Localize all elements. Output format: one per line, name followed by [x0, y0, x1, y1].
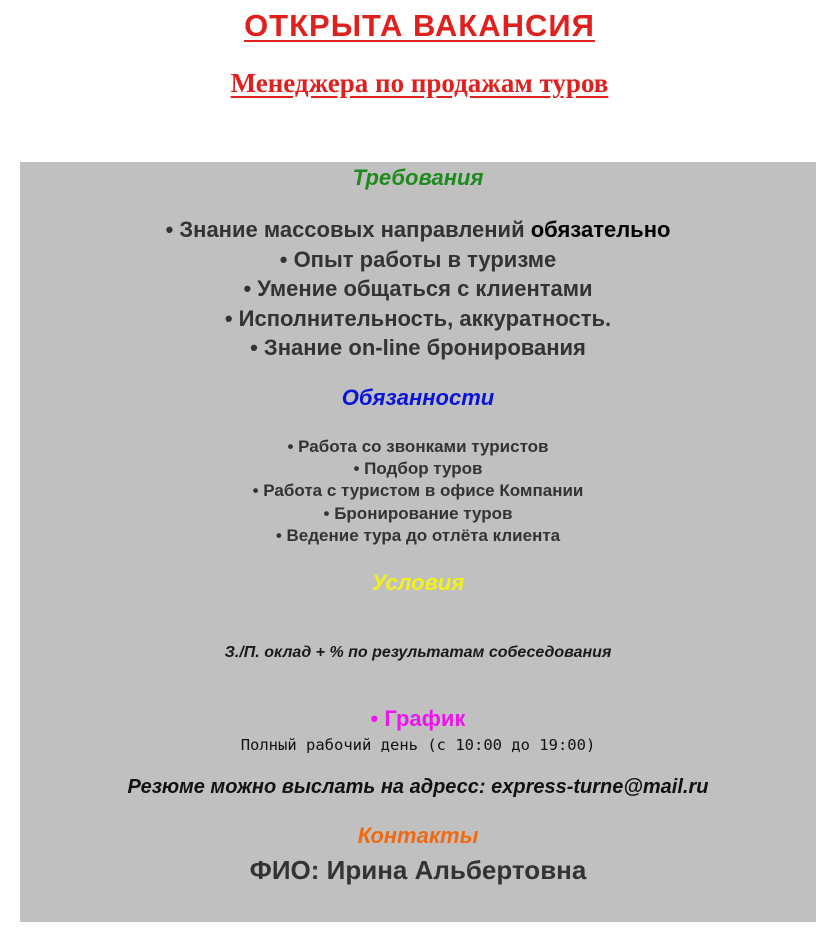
requirement-item: • Исполнительность, аккуратность. [224, 305, 612, 331]
contacts-heading: Контакты [357, 823, 479, 848]
schedule-text: Полный рабочий день (с 10:00 до 19:00) [240, 736, 596, 754]
resume-text: Резюме можно выслать на адресс: express-turne@mail.ru [127, 776, 709, 798]
duty-item: • Работа с туристом в офисе Компании [252, 481, 584, 501]
requirement-item: • Умение общаться с клиентами [243, 276, 593, 301]
requirements-heading: Требования [352, 165, 484, 190]
requirement-item: • Знание on-line бронирования [250, 335, 586, 360]
duty-item: • Работа со звонками туристов [287, 437, 549, 456]
requirement-item-emphasis: обязательно [530, 217, 671, 242]
requirement-item: • Опыт работы в туризме [279, 246, 557, 272]
contact-name: ФИО: Ирина Альбертовна [249, 855, 587, 885]
conditions-heading: Условия [371, 570, 465, 595]
duties-list [20, 436, 816, 547]
conditions-text: З./П. оклад + % по результатам собеседования [224, 644, 612, 661]
duties-heading: Обязанности [341, 385, 495, 410]
duty-item: • Бронирование туров [323, 503, 513, 523]
vacancy-title: ОТКРЫТА ВАКАНСИЯ [244, 8, 595, 43]
duty-item: • Ведение тура до отлёта клиента [275, 525, 561, 545]
vacancy-panel [20, 162, 816, 922]
requirement-item-text: • Знание массовых направлений [165, 217, 531, 242]
requirement-item [20, 215, 816, 245]
schedule-heading: • График [370, 706, 466, 731]
duty-item: • Подбор туров [353, 459, 483, 479]
requirements-list [20, 215, 816, 363]
vacancy-subtitle: Менеджера по продажам туров [230, 68, 609, 98]
